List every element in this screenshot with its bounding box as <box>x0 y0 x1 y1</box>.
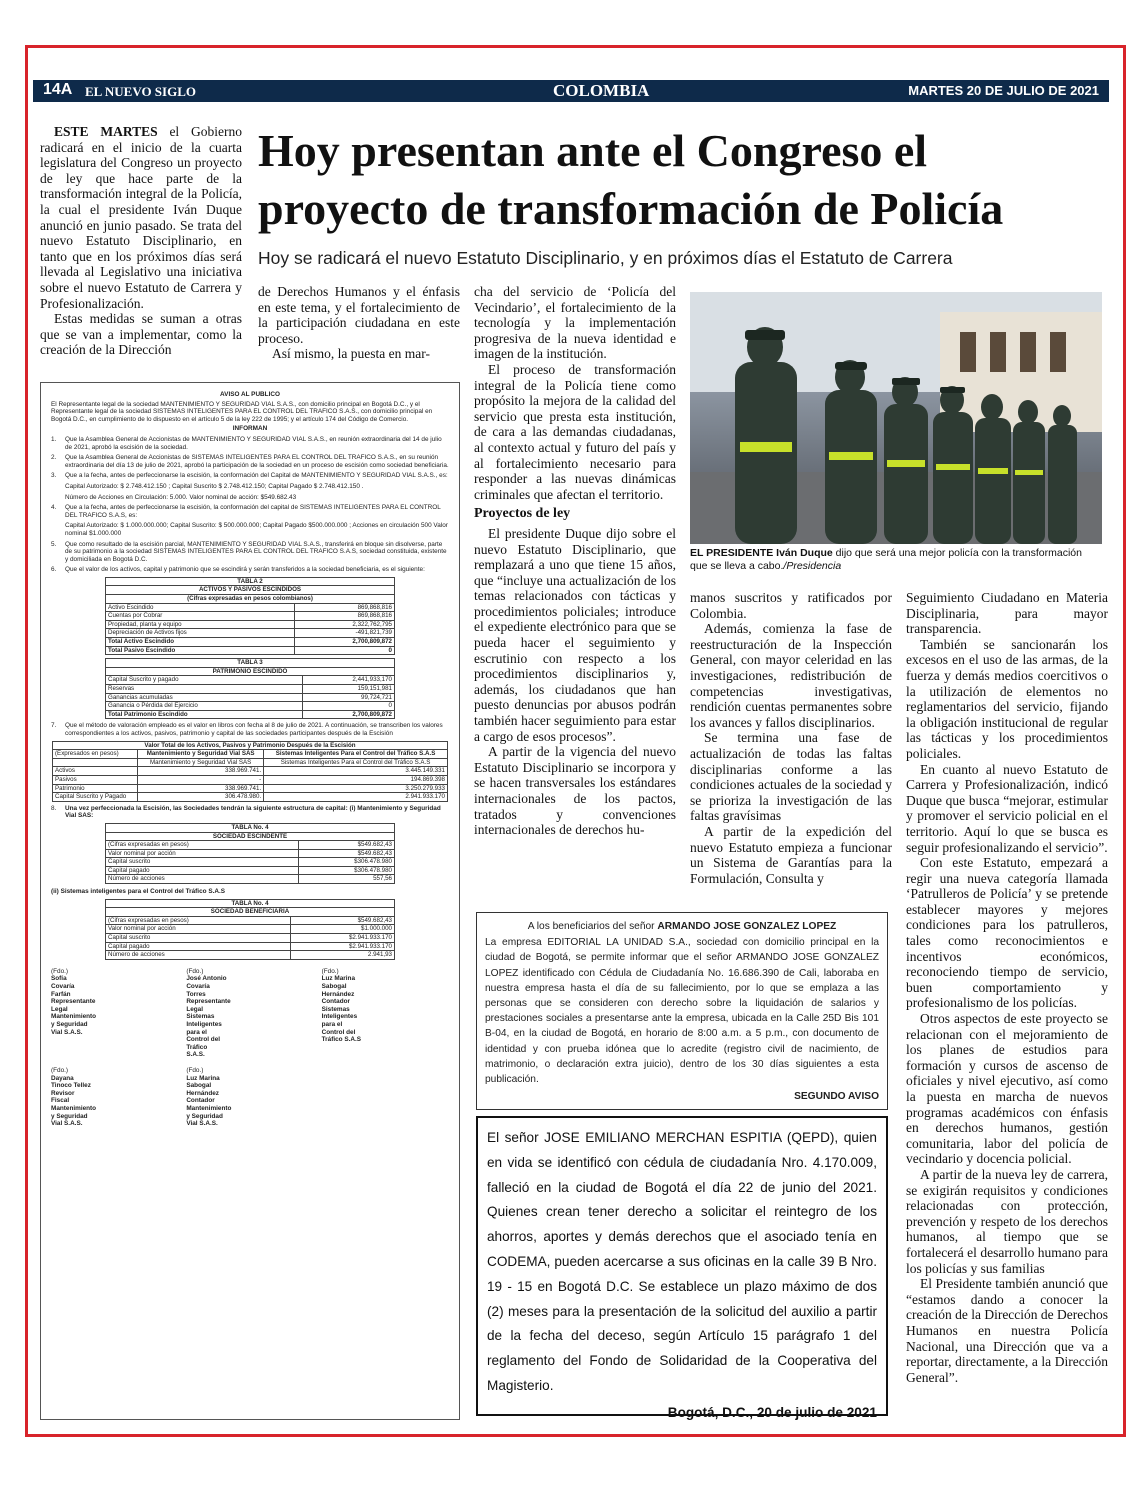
signature-fdo: (Fdo.) <box>186 967 204 975</box>
notice-item-number: 3. <box>51 472 57 480</box>
table-row <box>106 841 395 850</box>
article-paragraph: Otros aspectos de este proyecto se relacionan con el mejoramiento de los planes de estudios para formación y cursos de ascenso de oficiales y nivel ejecutivo, así como la puesta en marcha de nuevos programas académicos con énfasis en derechos humanos, gestión comunitaria, labor del policía de vecindario y docencia policial. <box>906 1011 1108 1167</box>
table-row <box>106 942 395 951</box>
notice-item <box>51 454 449 469</box>
signature-block <box>51 968 178 1059</box>
table-cell-label: Depreciación de Activos fijos <box>106 629 295 638</box>
table-header-row <box>106 908 395 917</box>
table-row <box>106 916 395 925</box>
notice-item-number <box>51 483 65 491</box>
article-paragraph: Estas medidas se suman a otras que se van a implementar, como la creación de la Dirección <box>40 311 242 358</box>
table-cell-value: 194.869.398 <box>264 775 448 784</box>
article-column-3 <box>474 284 676 838</box>
table-header-cell: PATRIMONIO ESCINDIDO <box>106 667 395 676</box>
deceased-notice <box>476 1116 888 1420</box>
table-header-row <box>106 577 395 586</box>
beneficiaries-notice <box>476 912 888 1110</box>
table-row <box>106 866 395 875</box>
signature-role: Revisor Fiscal <box>51 1089 75 1105</box>
notice-item <box>51 522 449 537</box>
table-cell-label: Capital Suscrito y pagado <box>106 676 303 685</box>
table-row <box>106 676 395 685</box>
signature-spacer <box>322 1067 449 1128</box>
signatures-row <box>51 968 449 1059</box>
table-row <box>106 629 395 638</box>
table-cell-label: Cuentas por Cobrar <box>106 612 295 621</box>
table-cell-value: $549.682,43 <box>298 841 394 850</box>
table-row <box>106 612 395 621</box>
signature-company: Mantenimiento y Seguridad Vial S.A.S. <box>51 1013 97 1036</box>
table-header-cell: TABLA No. 4 <box>106 823 395 832</box>
notice-item-text: Que a la fecha, antes de perfeccionarse la escisión, la conformación del capital de SISTEMAS INTELIGENTES PARA EL CONTROL DEL TRAFICO S.A.S, es: <box>65 504 441 519</box>
table-row <box>106 925 395 934</box>
table-patrimonio <box>105 658 395 719</box>
notice-item: 7. Que el método de valoración empleado es el valor en libros con fecha al 8 de julio de 2021. A continuación, se transcriben los valores correspondientes a los activos, pasivos, patrimonio y capital de las sociedades participantes después de la Escisión <box>51 722 443 737</box>
table-subheader-cell: Mantenimiento y Seguridad Vial SAS <box>138 758 264 767</box>
table-header-row <box>53 750 448 759</box>
photo-illustration <box>690 292 1102 544</box>
public-notice-box <box>40 382 460 1420</box>
table-sociedad-beneficiaria <box>105 899 395 960</box>
notice-informan: INFORMAN <box>232 425 268 433</box>
signatures-row <box>51 1067 449 1128</box>
notice-item <box>51 504 449 519</box>
signature-block <box>186 968 313 1059</box>
page-number: 14A <box>43 81 73 98</box>
table-cell-label: Total Activo Escindido <box>106 638 295 647</box>
table-cell-value: $549.682,43 <box>291 916 395 925</box>
table-row <box>106 849 395 858</box>
article-paragraph: Se termina una fase de actualización de todas las faltas disciplinarias conforme a las condiciones actuales de la sociedad y se prioriza la investigación de las faltas gravísimas <box>690 730 892 824</box>
notice-item-number: 1. <box>51 435 57 443</box>
table-cell-label: Número de acciones <box>106 951 291 960</box>
notice-item: 8. Una vez perfeccionada la Escisión, las Sociedades tendrán la siguiente estructura de capital: (i) Mantenimiento y Seguridad Vial SAS: <box>51 804 441 820</box>
notice-item-text: Capital Autorizado: $ 2.748.412.150 ; Capital Suscrito $ 2.748.412.150; Capital Pagado $ 2.748.412.150 . <box>65 482 364 490</box>
notice-item-text: Que a la fecha, antes de perfeccionarse la escisión, la conformación del Capital de MANTENIMIENTO Y SEGURIDAD VIAL S.A.S., es: <box>65 472 448 480</box>
article-paragraph: También se sancionarán los excesos en el uso de las armas, de la fuerza y demás medios coercitivos o la utilización de elementos no reglamentarios del servicio, fijando la obligación institucional de regular las tácticas y los procedimientos policiales. <box>906 636 1108 761</box>
table-cell-value: 869,868,816 <box>294 603 394 612</box>
table-row <box>106 875 395 884</box>
table-cell-value: $1.000.000 <box>291 925 395 934</box>
article-column-5 <box>906 590 1108 1385</box>
table-cell-value: 3.250.279.933 <box>264 784 448 793</box>
table-header-row <box>106 832 395 841</box>
signature-block <box>322 968 449 1059</box>
signature-company: Mantenimiento y Seguridad Vial S.A.S. <box>51 1104 97 1128</box>
table-cell-value: 2,322,762,795 <box>294 620 394 629</box>
signature-block <box>51 1067 178 1128</box>
table-row <box>106 710 395 719</box>
signature-fdo: (Fdo.) <box>186 1066 204 1074</box>
caption-lead: EL PRESIDENTE Iván Duque <box>690 547 833 559</box>
table-activos-pasivos <box>105 577 395 655</box>
table-cell-value: $306.478.980 <box>298 858 394 867</box>
notice-item-number: 6. <box>51 566 57 574</box>
table-cell-value: 869,868,816 <box>294 612 394 621</box>
table-cell-value: $2.941.933.170 <box>291 942 395 951</box>
table-row <box>106 934 395 943</box>
signature-role: Contador <box>321 998 351 1006</box>
table-cell-label: Reservas <box>106 685 303 694</box>
article-paragraph: El proceso de transformación integral de la Policía tiene como propósito la mejora de la calidad del servicio que presta esta institución, de cara a las demandas ciudadanas, al contexto actual y futuro del país y al fortalecimiento necesario para responder a las nuevas dinámicas criminales que afectan el territorio. <box>474 361 676 502</box>
notice-item <box>51 472 449 480</box>
article-paragraph: de Derechos Humanos y el énfasis en este tema, y el fortalecimiento de la participación ciudadana en este proceso. <box>258 284 460 346</box>
table-cell-value: -491,821,739 <box>294 629 394 638</box>
article-column-2 <box>258 284 460 362</box>
table-row <box>106 693 395 702</box>
notice-title: AVISO AL PUBLICO <box>220 391 280 398</box>
table-header-cell: Valor Total de los Activos, Pasivos y Patrimonio Después de la Escisión <box>53 741 448 750</box>
table-header-row <box>106 899 395 908</box>
article-column-1 <box>40 124 242 358</box>
table-row <box>106 951 395 960</box>
police-officers-photo <box>690 292 1102 544</box>
table-header-cell: (Cifras expresadas en pesos colombianos) <box>106 595 395 604</box>
article-paragraph: El Presidente también anunció que “estamos dando a conocer la creación de la Dirección de Derechos Humanos en nuestra Policía Nacional, una Dirección que va a reportar, directamente, a la Dirección General”. <box>906 1276 1109 1385</box>
table-cell-value: $2.941.933.170 <box>291 934 395 943</box>
table-row <box>106 638 395 647</box>
table-valor-total <box>52 741 448 802</box>
table-header-cell: SOCIEDAD ESCINDENTE <box>106 832 395 841</box>
table-subheader-cell: Sistemas Inteligentes Para el Control del Tráfico S.A.S <box>264 758 448 767</box>
signature-company: Sistemas Inteligentes para el Control del Tráfico S.A.S. <box>186 1013 222 1059</box>
page-header-band <box>33 80 1109 102</box>
article-paragraph: El presidente Duque dijo sobre el nuevo Estatuto Disciplinario, que remplazará a uno que tiene 15 años, que “incluye una actualización de los temas relacionados con tácticas y procedimientos policiales; introduce el expediente electrónico para que se pueda hacer el seguimiento y escrutinio con respecto a los procedimientos disciplinarios y, además, los ciudadanos que han puesto denuncias por abusos podrán también hacer seguimiento para estar a cargo de esos procesos”. <box>474 525 676 744</box>
table-cell-label: Capital Suscrito y Pagado <box>53 793 138 802</box>
table-row <box>106 702 395 711</box>
deceased-notice-text: El señor JOSE EMILIANO MERCHAN ESPITIA (QEPD), quien en vida se identificó con cédula de ciudadanía Nro. 4.170.009, falleció en la ciudad de Bogotá el día 22 de junio del 2021. Quienes crean tener derecho a solicitar el reintegro de los ahorros, aportes y demás derechos que el asociado tenía en CODEMA, pueden acercarse a sus oficinas en la calle 39 B Nro. 19 - 15 en Bogotá D.C. Se establece un plazo máximo de dos (2) meses para la presentación de la solicitud del auxilio a partir de la fecha del deceso, según Artículo 15 parágrafo 1 del reglamento del Fondo de Solidaridad de la Cooperativa del Magisterio. <box>487 1130 877 1393</box>
article-paragraph: cha del servicio de ‘Policía del Vecindario’, el fortalecimiento de la tecnología y la implementación progresiva de la nueva identidad e imagen de la institución. <box>474 284 676 362</box>
table-row <box>106 620 395 629</box>
signature-fdo: (Fdo.) <box>321 967 339 975</box>
table-header-cell: TABLA No. 4 <box>106 899 395 908</box>
table-subheader-row <box>53 758 448 767</box>
table-cell-value: 338.969.741. <box>138 767 264 776</box>
signature-role: Representante Legal <box>186 998 231 1013</box>
article-lead: ESTE MARTES <box>54 124 158 139</box>
article-paragraph: A partir de la vigencia del nuevo Estatuto Disciplinario se incorpora y se hacen transversales los estándares internacionales de los pactos, tratados y convenciones internacionales de derechos hu- <box>474 744 676 838</box>
table-row <box>53 775 448 784</box>
table-cell-value: 338.969.741. <box>138 784 264 793</box>
notice-item-text: Que la Asamblea General de Accionistas de SISTEMAS INTELIGENTES PARA EL CONTROL DEL TRAFICO S.A.S., en su reunión extraordinaria del día 13 de julio de 2021, aprobó la participación de la sociedad en un proceso de escisión como sociedad beneficiaria. <box>65 454 449 469</box>
table-cell-label: Ganancias acumuladas <box>106 693 303 702</box>
table-cell-value: 159,151,981 <box>302 685 394 694</box>
table-cell-value: 2,441,933,170 <box>302 676 394 685</box>
second-notice-label: SEGUNDO AVISO <box>794 1091 879 1103</box>
table-cell-label: Capital suscrito <box>106 858 299 867</box>
table-cell-value: 0 <box>294 646 394 655</box>
article-paragraph: A partir de la expedición del nuevo Estatuto empieza a funcionar un Sistema de Garantías para la Formulación, Consulta y <box>690 823 892 886</box>
table-cell-label: Propiedad, planta y equipo <box>106 620 295 629</box>
signature-company: Sistemas Inteligentes para el Control del Tráfico S.A.S <box>321 1005 362 1044</box>
table-header-row <box>106 667 395 676</box>
table-header-cell: ACTIVOS Y PASIVOS ESCINDIDOS <box>106 586 395 595</box>
table-cell-label: Pasivos <box>53 775 138 784</box>
section-name: COLOMBIA <box>553 81 650 100</box>
headline: Hoy presentan ante el Congreso el proyecto de transformación de Policía <box>258 125 1004 234</box>
article-column-4 <box>690 590 892 886</box>
notice-item <box>51 436 449 451</box>
notice-item-text: Que como resultado de la escisión parcial, MANTENIMIENTO Y SEGURIDAD VIAL S.A.S., transferirá en bloque sin disolverse, parte de su patrimonio a la sociedad SISTEMAS INTELIGENTES PARA EL CONTROL DEL TRAFICO S.A.S, sociedad constituida, existente y domiciliada en Bogotá D.C. <box>65 540 447 563</box>
table-cell-value: 99,724,721 <box>302 693 394 702</box>
photo-credit: /Presidencia <box>783 560 842 572</box>
table-row <box>106 603 395 612</box>
notice-item-text: Capital Autorizado: $ 1.000.000.000; Capital Suscrito: $ 500.000.000; Capital Pagado $500.000.000 ; Acciones en circulación 500 Valor nominal $1.000.000 <box>65 522 448 537</box>
table-header-row <box>53 741 448 750</box>
notice-item-text: Que el valor de los activos, capital y patrimonio que se escindirá y serán transferidos a la sociedad beneficiaria, es el siguiente: <box>65 566 425 574</box>
table-header-cell: SOCIEDAD BENEFICIARIA <box>106 908 395 917</box>
article-paragraph: el Gobierno radicará en el inicio de la cuarta legislatura del Congreso un proyecto de ley que hace parte de la transformación integral de la Policía, la cual el presidente Iván Duque anunció en junio pasado. Se trata del nuevo Estatuto Disciplinario, en tanto que en los próximos días será llevada al Legislativo una iniciativa sobre el nuevo Estatuto de Carrera y Profesionalización. <box>40 124 242 311</box>
table-sociedad-escindente <box>105 823 395 884</box>
table-row <box>53 767 448 776</box>
table-header-cell: (Expresados en pesos) <box>53 750 138 759</box>
table-cell-value: $549.682,43 <box>298 849 394 858</box>
table-row <box>106 858 395 867</box>
table-header-cell: Sistemas Inteligentes Para el Control del Tráfico S.A.S <box>264 750 448 759</box>
article-paragraph: A partir de la nueva ley de carrera, se exigirán requisitos y condiciones relacionadas con protección, prevención y respeto de los derechos humanos, al tiempo que se fortalecerá el desarrollo humano para los policías y sus familias <box>906 1166 1108 1276</box>
signature-block <box>186 1067 313 1128</box>
table-cell-value: 3.445.149.331 <box>264 767 448 776</box>
table-cell-value: $306.478.980 <box>298 866 394 875</box>
notice-item-number: 2. <box>51 454 57 462</box>
table-cell-label: Número de acciones <box>106 875 299 884</box>
article-paragraph: Con este Estatuto, empezará a regir una nueva categoría llamada ‘Patrulleros de Policía’ y se pretende establecer mayores y mejores condiciones para los patrulleros, tales como reconocimientos e incentivos económicos, reconociendo tiempo de servicio, buen comportamiento y profesionalismo de los policías. <box>906 855 1108 1011</box>
subheadline: Hoy se radicará el nuevo Estatuto Disciplinario, y en próximos días el Estatuto de Carrera <box>258 248 953 268</box>
article-paragraph: Así mismo, la puesta en mar- <box>272 346 430 362</box>
table-cell-label: Total Patrimonio Escindido <box>106 710 303 719</box>
signature-company: Mantenimiento y Seguridad Vial S.A.S. <box>186 1104 232 1128</box>
signature-name: Luz Marina Sabogal Hernández <box>186 1074 220 1097</box>
section-subheading: Proyectos de ley <box>474 506 571 522</box>
signature-name: Dayana Tinoco Tellez <box>51 1074 91 1090</box>
signature-role: Contador <box>186 1097 215 1105</box>
table-cell-label: Valor nominal por acción <box>106 925 291 934</box>
table-cell-value: - <box>138 775 264 784</box>
notice-subheading: (ii) Sistemas inteligentes para el Control del Tráfico S.A.S <box>51 888 226 896</box>
notice-item-text: Número de Acciones en Circulación: 5.000. Valor nominal de acción: $549.682.43 <box>65 493 297 501</box>
issue-date: MARTES 20 DE JULIO DE 2021 <box>908 83 1099 98</box>
notice-items <box>51 436 449 574</box>
table-row <box>53 784 448 793</box>
caption-text: dijo que será una mejor policía con la transformación que se lleva a cabo. <box>690 547 1082 572</box>
signature-name: Luz Marina Sabogal Hernández <box>321 975 356 998</box>
notice-item-number: 4. <box>51 504 57 512</box>
notice-item <box>51 566 449 574</box>
table-header-cell: Mantenimiento y Seguridad Vial SAS <box>138 750 264 759</box>
table-cell-value: 0 <box>302 702 394 711</box>
table-cell-label: Total Pasivo Escindido <box>106 646 295 655</box>
table-cell-value: 2.941,93 <box>291 951 395 960</box>
table-header-row <box>106 659 395 668</box>
notice-item <box>51 483 449 491</box>
table-cell-label: (Cifras expresadas en pesos) <box>106 841 299 850</box>
notice-item <box>51 541 449 564</box>
notice-item <box>51 494 449 502</box>
article-paragraph: Seguimiento Ciudadano en Materia Disciplinaria, para mayor transparencia. <box>906 590 1108 637</box>
photo-caption <box>690 547 1102 573</box>
article-paragraph: manos suscritos y ratificados por Colombia. <box>690 590 892 621</box>
table-cell-label: Patrimonio <box>53 784 138 793</box>
table-row <box>106 685 395 694</box>
table-header-row <box>106 823 395 832</box>
table-cell-label: Capital suscrito <box>106 934 291 943</box>
table-cell-label: Valor nominal por acción <box>106 849 299 858</box>
signature-name: Sofía Covaría Farfán <box>51 975 75 998</box>
table-cell-empty <box>53 758 138 767</box>
notice-item-text: Que la Asamblea General de Accionistas de MANTENIMIENTO Y SEGURIDAD VIAL S.A.S., en reunión extraordinaria del 14 de julio de 2021, aprobó la escisión de la sociedad. <box>65 435 442 451</box>
table-cell-value: 2.941.933.170 <box>264 793 448 802</box>
notice-item-number <box>51 494 65 502</box>
table-header-row <box>106 586 395 595</box>
table-cell-label: Activos <box>53 767 138 776</box>
notice-intro: El Representante legal de la sociedad MANTENIMIENTO Y SEGURIDAD VIAL S.A.S., con domicilio principal en Bogotá D.C., y el Representante legal de la sociedad SISTEMAS INTELIGENTES PARA EL CONTROL DEL TRAFICO S.A.S., con domicilio principal en Bogotá D.C., en cumplimiento de lo dispuesto en el artículo 5 de la ley 222 de 1995; y el artículo 174 del Código de Comercio. <box>51 400 433 423</box>
signature-name: José Antonio Covaría Torres <box>186 975 227 998</box>
masthead: EL NUEVO SIGLO <box>85 84 196 99</box>
deceased-notice-date: Bogotá, D.C., 20 de julio de 2021 <box>667 1404 877 1420</box>
table-cell-label: Capital pagado <box>106 942 291 951</box>
beneficiaries-title: A los beneficiarios del señor ARMANDO JOSE GONZALEZ LOPEZ <box>527 921 837 932</box>
table-row <box>53 793 448 802</box>
table-cell-label: (Cifras expresadas en pesos) <box>106 916 291 925</box>
table-cell-value: 2,700,809,872 <box>294 638 394 647</box>
table-cell-label: Activo Escindido <box>106 603 295 612</box>
table-cell-value: 306.478.980. <box>138 793 264 802</box>
table-cell-value: 557,56 <box>298 875 394 884</box>
table-header-cell: TABLA 3 <box>106 659 395 668</box>
article-paragraph: En cuanto al nuevo Estatuto de Carrera y Profesionalización, indicó Duque que busca “mejorar, estimular y promover el servicio policial en el territorio. Aquí lo que se busca es seguir profesionalizando el servicio”. <box>906 761 1108 855</box>
article-paragraph: Además, comienza la fase de reestructuración de la Inspección General, con mayor celeridad en las investigaciones, redistribución de competencias investigativas, rendición cuentas permanentes sobre los avances y fallos disciplinarios. <box>690 621 892 730</box>
notice-item-number: 5. <box>51 540 57 548</box>
notice-item-number <box>51 522 65 537</box>
signature-fdo: (Fdo.) <box>51 967 69 975</box>
signature-role: Representante Legal <box>51 998 96 1013</box>
signature-fdo: (Fdo.) <box>51 1066 69 1074</box>
table-header-cell: TABLA 2 <box>106 577 395 586</box>
table-cell-label: Capital pagado <box>106 866 299 875</box>
table-row <box>106 646 395 655</box>
table-header-row <box>106 595 395 604</box>
table-cell-value: 2,700,809,872 <box>302 710 394 719</box>
table-cell-label: Ganancia o Pérdida del Ejercicio <box>106 702 303 711</box>
beneficiaries-text: La empresa EDITORIAL LA UNIDAD S.A., sociedad con domicilio principal en la ciudad de Bogotá, se permite informar que el señor ARMANDO JOSE GONZALEZ LOPEZ identificado con Cédula de Ciudadanía No. 16.686.390 de Cali, laboraba en nuestra empresa hasta el día de su fallecimiento, por lo que se emplaza a las personas que se consideren con derecho sobre la liquidación de salarios y prestaciones sociales a presentarse ante la empresa, ubicada en la Calle 25D Bis 101 B-04, en la ciudad de Bogotá, en horario de 8:00 a.m. a 5 p.m., con documento de identidad y con prueba idónea que lo acredite (registro civil de nacimiento, de matrimonio, o declaración extra juicio), dentro de los 30 días siguientes a esta publicación. <box>485 937 879 1086</box>
